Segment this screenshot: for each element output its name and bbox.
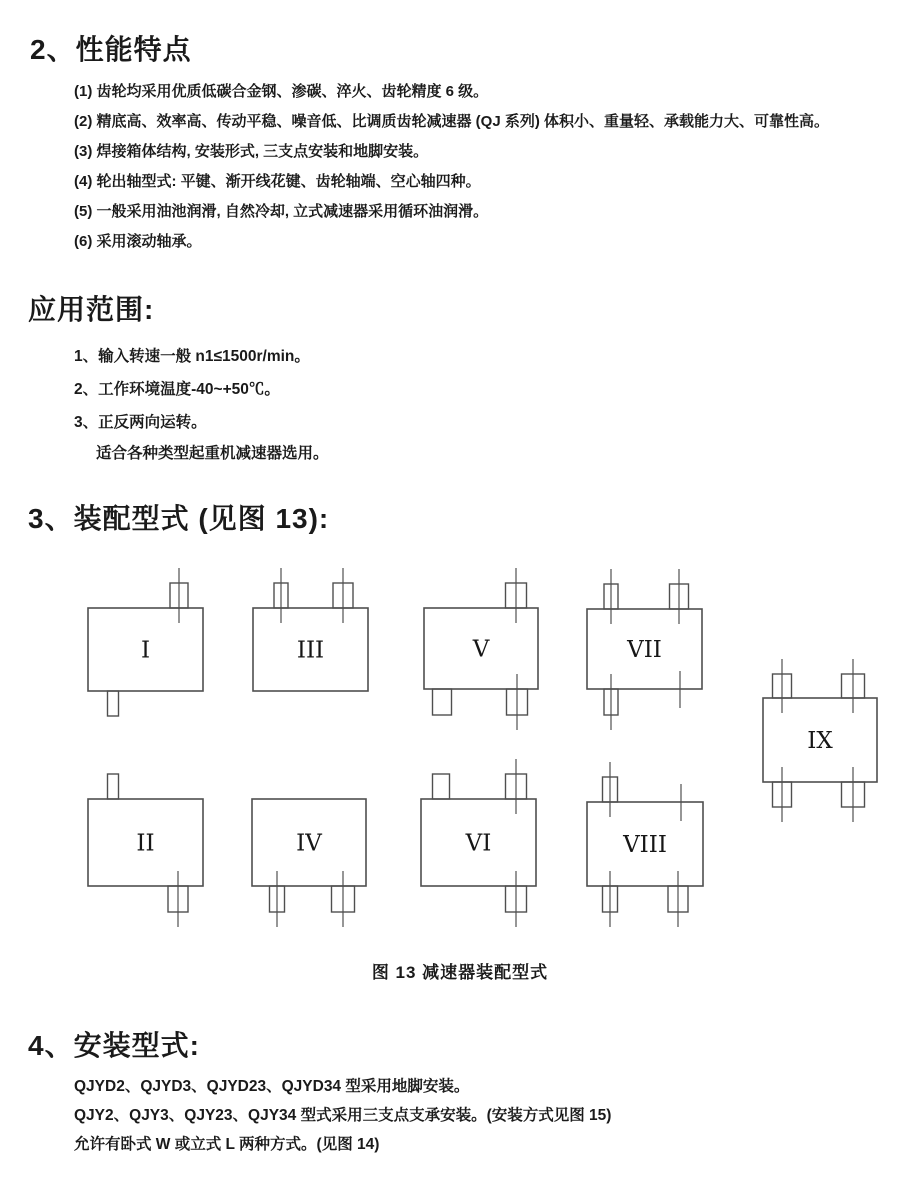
diagram-label: V: [472, 636, 490, 663]
diagram-label: VI: [465, 830, 492, 857]
assembly-diagrams-svg: [0, 560, 920, 955]
diagram-shaft: [433, 774, 450, 799]
diagram-label: IV: [296, 830, 322, 857]
assembly-diagram-IV: [252, 799, 366, 927]
assembly-diagram-I: [88, 568, 203, 716]
diagram-label: II: [136, 830, 155, 857]
figure-caption: 图 13 减速器装配型式: [371, 963, 549, 982]
diagram-label: VIII: [623, 832, 667, 858]
feature-item: (4) 轮出轴型式: 平键、渐开线花键、齿轮轴端、空心轴四种。: [74, 173, 481, 190]
application-note: 适合各种类型起重机减速器选用。: [96, 445, 329, 462]
installation-line: 允许有卧式 W 或立式 L 两种方式。(见图 14): [74, 1136, 380, 1153]
assembly-diagram-III: [253, 568, 368, 691]
diagram-label: VII: [627, 637, 662, 663]
diagram-shaft: [433, 689, 452, 715]
feature-item: (3) 焊接箱体结构, 安装形式, 三支点安装和地脚安装。: [74, 143, 429, 160]
diagram-label: III: [296, 637, 325, 664]
feature-item: (2) 精底高、效率高、传动平稳、噪音低、比调质齿轮减速器 (QJ 系列) 体积小、重量轻、承载能力大、可靠性高。: [74, 113, 830, 130]
application-item: 2、工作环境温度-40~+50℃。: [74, 381, 280, 398]
section4-lines: [74, 1072, 611, 1159]
installation-line: QJY2、QJY3、QJY23、QJY34 型式采用三支点支承安装。(安装方式见图 15): [74, 1107, 612, 1124]
diagram-label: I: [140, 637, 151, 664]
application-item: 1、输入转速一般 n1≤1500r/min。: [74, 348, 310, 365]
diagram-label: IX: [807, 728, 833, 754]
section3-title: 3、装配型式 (见图 13):: [28, 503, 330, 534]
section2-title: 2、性能特点: [30, 34, 192, 65]
diagram-shaft: [108, 691, 119, 716]
feature-item: (6) 采用滚动轴承。: [74, 233, 202, 250]
application-list: [74, 340, 310, 439]
section4-title: 4、安装型式:: [28, 1030, 200, 1061]
feature-item: (1) 齿轮均采用优质低碳合金钢、渗碳、淬火、齿轮精度 6 级。: [74, 83, 489, 100]
assembly-diagram-IX: [763, 659, 877, 822]
application-item: 3、正反两向运转。: [74, 414, 207, 431]
diagram-shaft: [108, 774, 119, 799]
assembly-diagram-VIII: [587, 762, 703, 927]
assembly-diagram-VII: [587, 569, 702, 730]
assembly-diagram-VI: [421, 759, 536, 927]
feature-item: (5) 一般采用油池润滑, 自然冷却, 立式减速器采用循环油润滑。: [74, 203, 489, 220]
assembly-diagram-II: [88, 774, 203, 927]
section2-feature-list: [74, 77, 829, 257]
application-title: 应用范围:: [28, 294, 155, 325]
installation-line: QJYD2、QJYD3、QJYD23、QJYD34 型采用地脚安装。: [74, 1078, 470, 1095]
assembly-diagram-V: [424, 568, 538, 730]
